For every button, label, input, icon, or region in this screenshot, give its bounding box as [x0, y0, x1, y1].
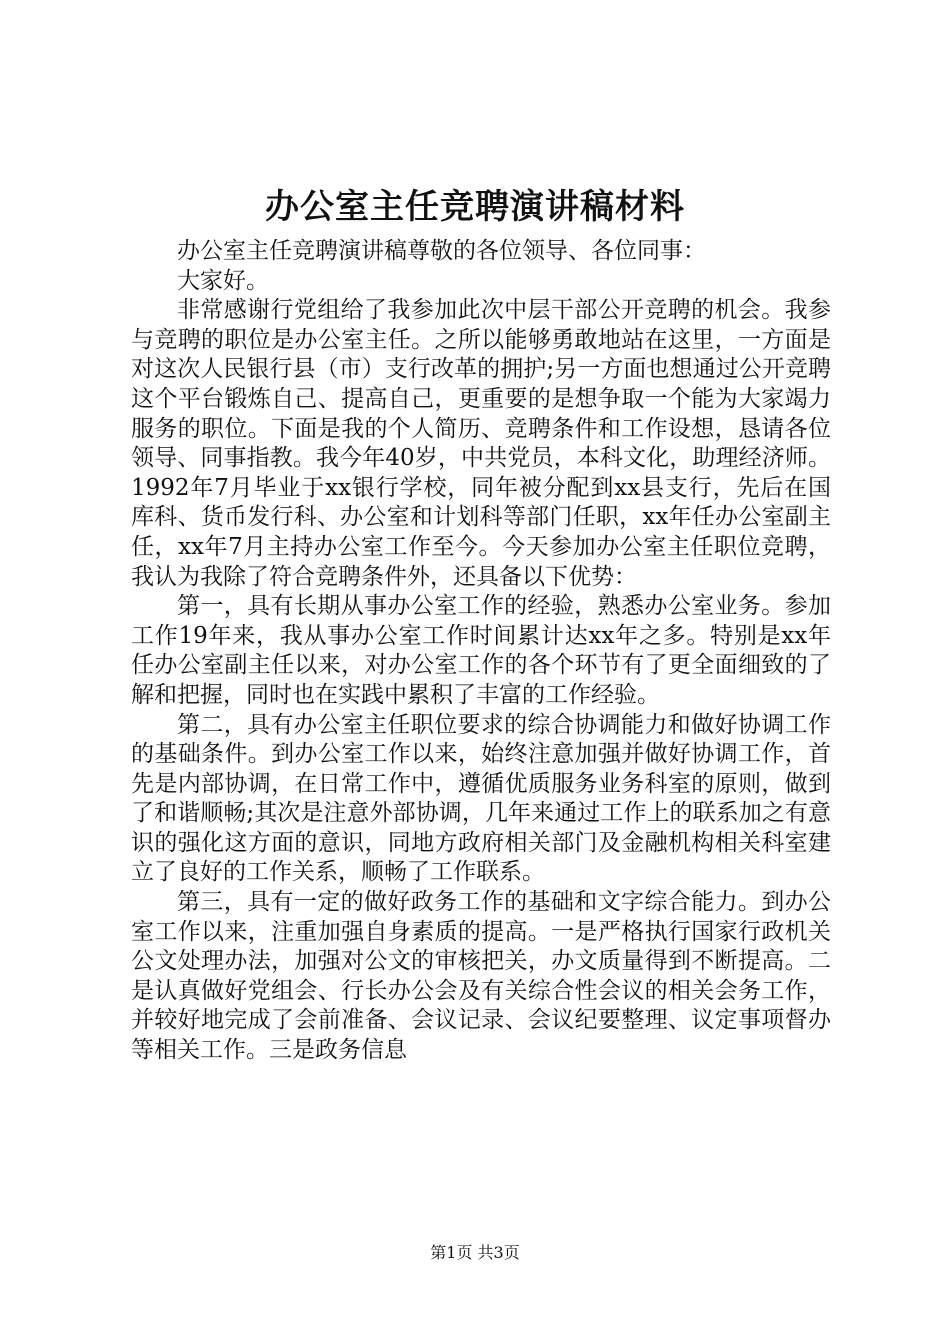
- document-title: 办公室主任竞聘演讲稿材料: [265, 187, 685, 227]
- document-body: [131, 237, 831, 1066]
- advantage-three-paragraph: 第三，具有一定的做好政务工作的基础和文字综合能力。到办公室工作以来，注重加强自身素质的提高。一是严格执行国家行政机关公文处理办法，加强对公文的审核把关，办文质量得到不断提高。二是认真做好党组会、行长办公会及有关综合性会议的相关会务工作，并较好地完成了会前准备、会议记录、会议纪要整理、议定事项督办等相关工作。三是政务信息: [131, 889, 831, 1064]
- salutation-paragraph: 办公室主任竞聘演讲稿尊敬的各位领导、各位同事：: [177, 238, 706, 264]
- advantage-one-paragraph: 第一，具有长期从事办公室工作的经验，熟悉办公室业务。参加工作19年来，我从事办公室工作时间累计达xx年之多。特别是xx年任办公室副主任以来，对办公室工作的各个环节有了更全面细致的了解和把握，同时也在实践中累积了丰富的工作经验。: [131, 593, 831, 708]
- advantage-two-paragraph: 第二，具有办公室主任职位要求的综合协调能力和做好协调工作的基础条件。到办公室工作以来，始终注意加强并做好协调工作，首先是内部协调，在日常工作中，遵循优质服务业务科室的原则，做到了和谐顺畅;其次是注意外部协调，几年来通过工作上的联系加之有意识的强化这方面的意识，同地方政府相关部门及金融机构相关科室建立了良好的工作关系，顺畅了工作联系。: [131, 711, 831, 886]
- page-number-footer: 第1页 共3页: [430, 1243, 520, 1262]
- intro-paragraph: 非常感谢行党组给了我参加此次中层干部公开竞聘的机会。我参与竞聘的职位是办公室主任。之所以能够勇敢地站在这里，一方面是对这次人民银行县（市）支行改革的拥护;另一方面也想通过公开竞聘这个平台锻炼自己、提高自己，更重要的是想争取一个能为大家竭力服务的职位。下面是我的个人简历、竞聘条件和工作设想，恳请各位领导、同事指教。我今年40岁，中共党员，本科文化，助理经济师。1992年7月毕业于xx银行学校，同年被分配到xx县支行，先后在国库科、货币发行科、办公室和计划科等部门任职，xx年任办公室副主任，xx年7月主持办公室工作至今。今天参加办公室主任职位竞聘，我认为我除了符合竞聘条件外，还具备以下优势：: [131, 297, 831, 590]
- greeting-paragraph: 大家好。: [177, 267, 269, 294]
